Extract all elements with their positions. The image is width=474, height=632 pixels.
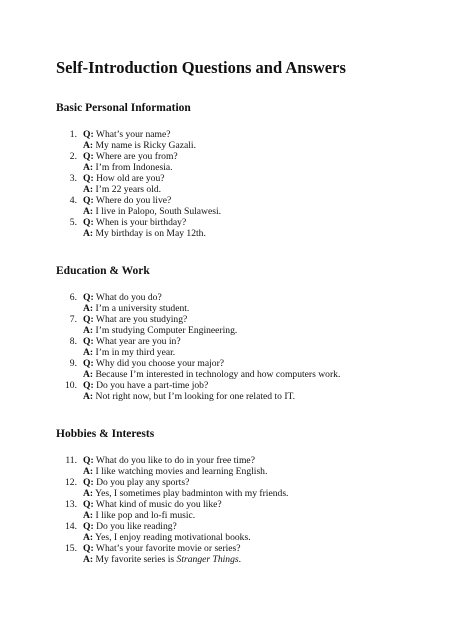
question-tag: Q: [83,477,94,488]
item-number: 7. [69,314,77,325]
question-text: Why did you choose your major? [93,358,225,369]
answer-italic-text: Stranger Things [176,554,239,565]
question-text: What kind of music do you like? [93,499,222,510]
item-number: 8. [69,336,77,347]
answer-line [83,466,446,477]
section [56,264,446,402]
qa-item [56,380,446,402]
answer-tag: A: [83,554,94,565]
answer-text: I’m a university student. [93,303,190,314]
answer-line [83,347,446,358]
item-number: 9. [69,358,77,369]
answer-text: I’m studying Computer Engineering. [93,325,238,336]
item-number: 5. [69,217,77,228]
qa-list [56,455,446,565]
item-number: 2. [69,151,77,162]
answer-text: My favorite series is [93,554,177,565]
question-tag: Q: [83,543,94,554]
question-line [83,151,446,162]
section-heading: Hobbies & Interests [56,428,155,440]
answer-tag: A: [83,466,94,477]
answer-line [83,162,446,173]
question-text: Where do you live? [93,195,172,206]
question-text: Do you have a part-time job? [93,380,209,391]
answer-tag: A: [83,162,94,173]
answer-line [83,325,446,336]
item-number: 1. [69,129,77,140]
question-line [83,358,446,369]
answer-end-text: . [238,554,242,565]
answer-line [83,140,446,151]
answer-text: I like pop and lo-fi music. [93,510,196,521]
question-text: What year are you in? [93,336,181,347]
question-tag: Q: [83,521,94,532]
question-tag: Q: [83,151,94,162]
answer-text: I’m from Indonesia. [93,162,173,173]
answer-tag: A: [83,140,94,151]
qa-item [56,151,446,173]
question-tag: Q: [83,336,94,347]
qa-item [56,499,446,521]
answer-tag: A: [83,325,94,336]
answer-text: I live in Palopo, South Sulawesi. [93,206,222,217]
answer-line [83,532,446,543]
section [56,101,446,239]
section [56,427,446,565]
qa-list [56,292,446,402]
question-tag: Q: [83,380,94,391]
question-text: Do you play any sports? [93,477,190,488]
answer-text: My name is Ricky Gazali. [93,140,196,151]
answer-text: My birthday is on May 12th. [93,228,206,239]
answer-tag: A: [83,369,94,380]
answer-text: I’m 22 years old. [93,184,162,195]
answer-text: I’m in my third year. [93,347,176,358]
question-tag: Q: [83,292,94,303]
question-line [83,195,446,206]
qa-item [56,543,446,565]
question-text: What’s your name? [93,129,171,140]
answer-tag: A: [83,184,94,195]
item-number: 14. [65,521,77,532]
answer-tag: A: [83,532,94,543]
qa-item [56,521,446,543]
answer-tag: A: [83,391,94,402]
question-tag: Q: [83,455,94,466]
question-tag: Q: [83,195,94,206]
document-title: Self-Introduction Questions and Answers [56,58,346,77]
answer-line [83,184,446,195]
answer-text: I like watching movies and learning English. [93,466,268,477]
qa-item [56,477,446,499]
qa-list [56,129,446,239]
question-text: When is your birthday? [93,217,187,228]
answer-tag: A: [83,228,94,239]
question-line [83,543,446,554]
question-text: Where are you from? [93,151,178,162]
answer-line [83,510,446,521]
qa-item [56,455,446,477]
qa-item [56,336,446,358]
answer-line [83,228,446,239]
answer-line [83,369,446,380]
section-heading: Basic Personal Information [56,102,191,114]
question-line [83,336,446,347]
question-line [83,499,446,510]
question-line [83,521,446,532]
question-tag: Q: [83,173,94,184]
question-line [83,129,446,140]
item-number: 11. [65,455,77,466]
question-tag: Q: [83,499,94,510]
answer-text: Not right now, but I’m looking for one related to IT. [93,391,296,402]
section-heading: Education & Work [56,265,150,277]
item-number: 12. [65,477,77,488]
answer-tag: A: [83,347,94,358]
answer-tag: A: [83,206,94,217]
question-line [83,314,446,325]
item-number: 3. [69,173,77,184]
item-number: 6. [69,292,77,303]
question-text: What’s your favorite movie or series? [93,543,241,554]
question-line [83,455,446,466]
qa-item [56,129,446,151]
answer-text: Because I’m interested in technology and how computers work. [93,369,341,380]
question-tag: Q: [83,217,94,228]
answer-tag: A: [83,488,94,499]
question-tag: Q: [83,129,94,140]
answer-tag: A: [83,303,94,314]
qa-item [56,314,446,336]
item-number: 13. [65,499,77,510]
answer-line [83,391,446,402]
question-tag: Q: [83,314,94,325]
question-text: What are you studying? [93,314,188,325]
qa-item [56,195,446,217]
item-number: 15. [65,543,77,554]
answer-line [83,206,446,217]
question-line [83,292,446,303]
question-text: What do you do? [93,292,162,303]
question-line [83,173,446,184]
item-number: 4. [69,195,77,206]
question-line [83,380,446,391]
document-page [56,58,446,565]
qa-item [56,358,446,380]
question-line [83,217,446,228]
answer-text: Yes, I sometimes play badminton with my friends. [93,488,289,499]
question-text: Do you like reading? [93,521,177,532]
qa-item [56,217,446,239]
answer-tag: A: [83,510,94,521]
answer-line [83,488,446,499]
question-tag: Q: [83,358,94,369]
sections-container [56,101,446,565]
question-line [83,477,446,488]
question-text: How old are you? [93,173,165,184]
question-text: What do you like to do in your free time? [93,455,255,466]
answer-line [83,554,446,565]
answer-text: Yes, I enjoy reading motivational books. [93,532,251,543]
answer-line [83,303,446,314]
qa-item [56,173,446,195]
item-number: 10. [65,380,77,391]
qa-item [56,292,446,314]
